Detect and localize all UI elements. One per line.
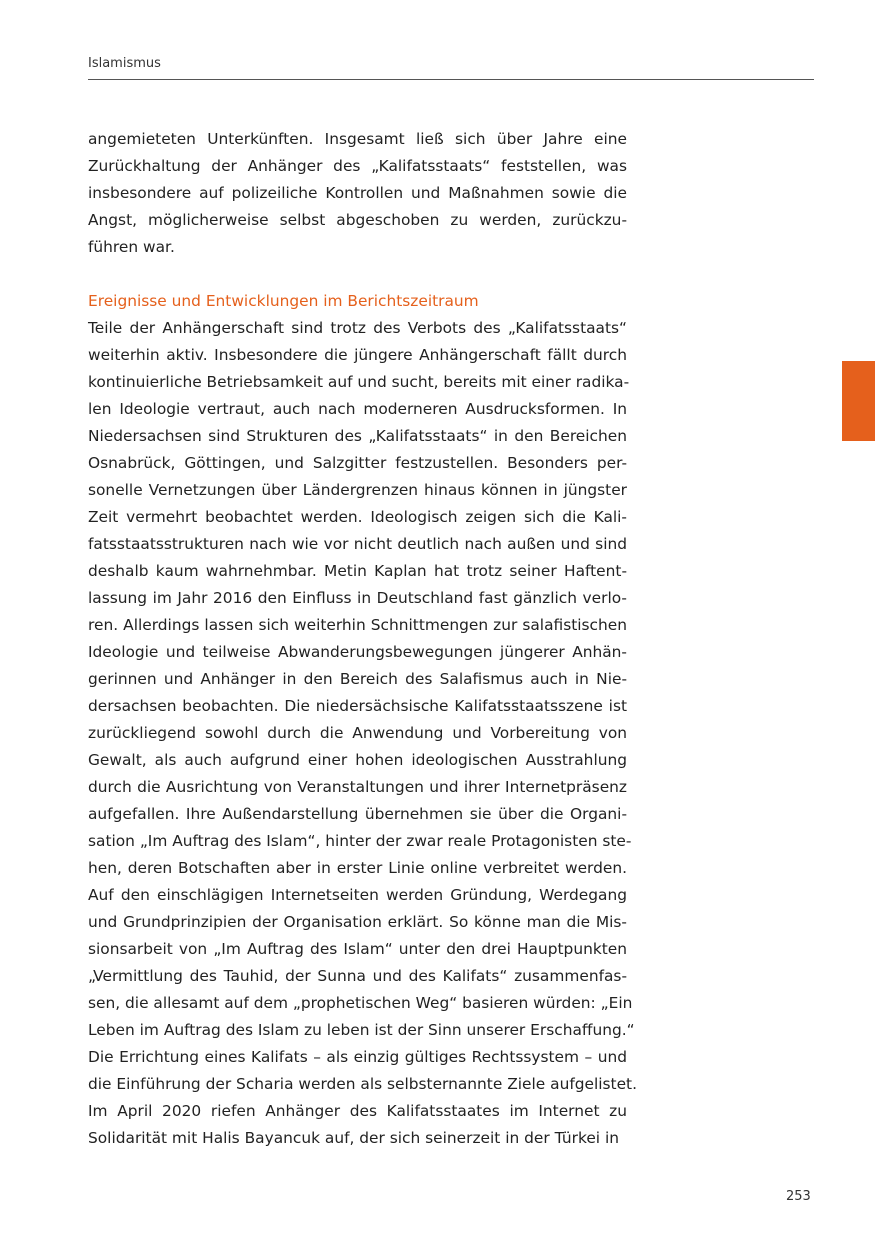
text-line: Zurückhaltung der Anhänger des „Kalifatsstaats“ feststellen, was — [88, 157, 627, 175]
text-line: len Ideologie vertraut, auch nach moderneren Ausdrucksformen. In — [88, 400, 627, 418]
text-line: insbesondere auf polizeiliche Kontrollen und Maßnahmen sowie die — [88, 184, 627, 202]
text-line: Die Errichtung eines Kalifats – als einzig gültiges Rechtssystem – und — [88, 1048, 627, 1066]
text-line: angemieteten Unterkünften. Insgesamt ließ sich über Jahre eine — [88, 130, 627, 148]
text-line: aufgefallen. Ihre Außendarstellung übernehmen sie über die Organi- — [88, 805, 627, 823]
chapter-tab-marker — [842, 361, 875, 441]
page-number: 253 — [786, 1189, 811, 1204]
text-line: und Grundprinzipien der Organisation erklärt. So könne man die Mis- — [88, 913, 627, 931]
text-line: die Einführung der Scharia werden als selbsternannte Ziele aufgelistet. — [88, 1075, 637, 1093]
text-line: lassung im Jahr 2016 den Einfluss in Deutschland fast gänzlich verlo- — [88, 589, 627, 607]
text-line: „Vermittlung des Tauhid, der Sunna und des Kalifats“ zusammenfas- — [88, 967, 627, 985]
text-line: Angst, möglicherweise selbst abgeschoben zu werden, zurückzu- — [88, 211, 627, 229]
text-line: sen, die allesamt auf dem „prophetischen Weg“ basieren würden: „Ein — [88, 994, 633, 1012]
text-line: ren. Allerdings lassen sich weiterhin Schnittmengen zur salafistischen — [88, 616, 627, 634]
text-line: Gewalt, als auch aufgrund einer hohen ideologischen Ausstrahlung — [88, 751, 627, 769]
text-line: Zeit vermehrt beobachtet werden. Ideologisch zeigen sich die Kali- — [88, 508, 627, 526]
text-line: gerinnen und Anhänger in den Bereich des Salafismus auch in Nie- — [88, 670, 627, 688]
text-line: Im April 2020 riefen Anhänger des Kalifatsstaates im Internet zu — [88, 1102, 627, 1120]
header-rule — [88, 79, 814, 80]
text-line: sonelle Vernetzungen über Ländergrenzen hinaus können in jüngster — [88, 481, 627, 499]
text-line: weiterhin aktiv. Insbesondere die jüngere Anhängerschaft fällt durch — [88, 346, 627, 364]
text-line: sation „Im Auftrag des Islam“, hinter der zwar reale Protagonisten ste- — [88, 832, 632, 850]
text-line: deshalb kaum wahrnehmbar. Metin Kaplan hat trotz seiner Haftent- — [88, 562, 627, 580]
text-line: Leben im Auftrag des Islam zu leben ist der Sinn unserer Erschaffung.“ — [88, 1021, 635, 1039]
text-line: Auf den einschlägigen Internetseiten werden Gründung, Werdegang — [88, 886, 627, 904]
text-line: Niedersachsen sind Strukturen des „Kalifatsstaats“ in den Bereichen — [88, 427, 627, 445]
section-heading: Ereignisse und Entwicklungen im Berichtszeitraum — [88, 292, 479, 310]
text-line: zurückliegend sowohl durch die Anwendung und Vorbereitung von — [88, 724, 627, 742]
text-line: fatsstaatsstrukturen nach wie vor nicht deutlich nach außen und sind — [88, 535, 627, 553]
text-line: führen war. — [88, 238, 175, 256]
text-line: Teile der Anhängerschaft sind trotz des Verbots des „Kalifatsstaats“ — [88, 319, 627, 337]
paragraph-intro — [88, 126, 627, 261]
text-line: Solidarität mit Halis Bayancuk auf, der sich seinerzeit in der Türkei in — [88, 1129, 619, 1147]
text-line: Osnabrück, Göttingen, und Salzgitter festzustellen. Besonders per- — [88, 454, 627, 472]
text-line: kontinuierliche Betriebsamkeit auf und sucht, bereits mit einer radika- — [88, 373, 630, 391]
text-line: hen, deren Botschaften aber in erster Linie online verbreitet werden. — [88, 859, 627, 877]
text-line: dersachsen beobachten. Die niedersächsische Kalifatsstaatsszene ist — [88, 697, 627, 715]
text-line: Ideologie und teilweise Abwanderungsbewegungen jüngerer Anhän- — [88, 643, 627, 661]
paragraph-body — [88, 315, 637, 1152]
text-line: durch die Ausrichtung von Veranstaltungen und ihrer Internetpräsenz — [88, 778, 627, 796]
running-head-title: Islamismus — [88, 56, 161, 71]
text-line: sionsarbeit von „Im Auftrag des Islam“ unter den drei Hauptpunkten — [88, 940, 627, 958]
